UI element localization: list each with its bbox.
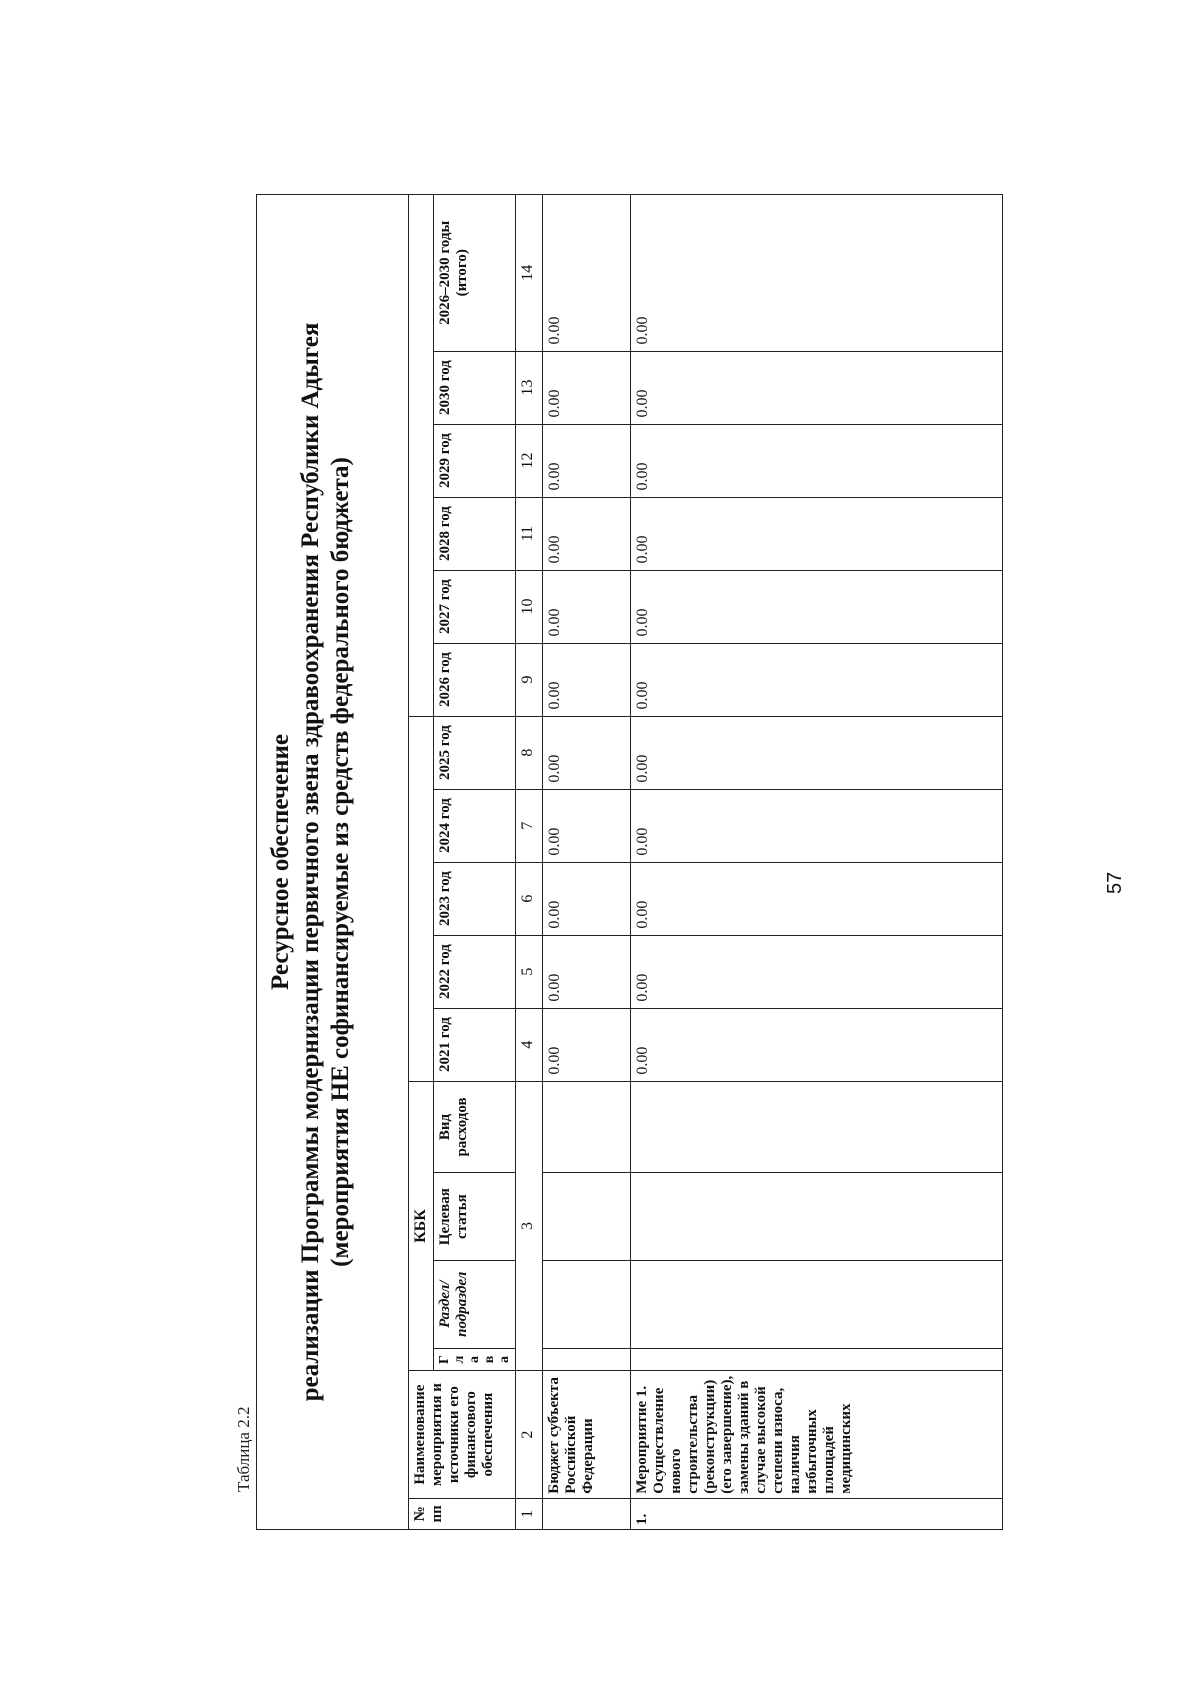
empty-cell (631, 1348, 1003, 1371)
title-line-2: реализации Программы модернизации первичного звена здравоохранения Республики Адыгея (297, 322, 324, 1402)
row-name: Бюджет субъекта Российской Федерации (543, 1371, 631, 1498)
empty-cell (543, 1081, 631, 1173)
col-number: 10 (516, 570, 543, 643)
empty-cell (543, 1260, 631, 1348)
row-no: 1. (631, 1498, 1003, 1529)
header-name: Наименование мероприятия и источники его финансового обеспечения (409, 1371, 516, 1498)
col-number: 6 (516, 862, 543, 935)
header-year-2024: 2024 год (434, 789, 516, 862)
value-cell: 0.00 (631, 424, 1003, 497)
value-cell: 0.00 (631, 1008, 1003, 1081)
empty-cell (543, 1173, 631, 1261)
header-year-2028: 2028 год (434, 497, 516, 570)
resource-table (408, 194, 1003, 1530)
col-number: 7 (516, 789, 543, 862)
title-line-1: Ресурсное обеспечение (267, 734, 294, 991)
value-cell: 0.00 (543, 643, 631, 716)
header-glava: Глава (434, 1348, 516, 1371)
header-years-group-a (409, 716, 434, 1081)
page-number: 57 (1104, 871, 1126, 894)
value-cell: 0.00 (543, 570, 631, 643)
header-row-2 (434, 195, 516, 1530)
col-number: 3 (516, 1081, 543, 1371)
header-row-1 (409, 195, 434, 1530)
header-statya: Целевая статья (434, 1173, 516, 1261)
col-number: 13 (516, 351, 543, 424)
value-cell: 0.00 (631, 497, 1003, 570)
value-cell: 0.00 (543, 424, 631, 497)
value-cell: 0.00 (631, 195, 1003, 352)
header-year-2026: 2026 год (434, 643, 516, 716)
value-cell: 0.00 (543, 351, 631, 424)
header-year-2027: 2027 год (434, 570, 516, 643)
header-year-2021: 2021 год (434, 1008, 516, 1081)
table-row (543, 195, 631, 1530)
value-cell: 0.00 (631, 570, 1003, 643)
header-year-2022: 2022 год (434, 935, 516, 1008)
col-number: 1 (516, 1498, 543, 1529)
col-number: 11 (516, 497, 543, 570)
header-vid: Вид расходов (434, 1081, 516, 1173)
value-cell: 0.00 (631, 351, 1003, 424)
value-cell: 0.00 (631, 862, 1003, 935)
header-year-2023: 2023 год (434, 862, 516, 935)
header-years-total: 2026–2030 годы (итого) (434, 195, 516, 352)
col-number: 9 (516, 643, 543, 716)
table-label: Таблица 2.2 (234, 1406, 253, 1492)
row-no (543, 1498, 631, 1529)
value-cell: 0.00 (543, 935, 631, 1008)
col-number: 4 (516, 1008, 543, 1081)
column-number-row (516, 195, 543, 1530)
header-year-2025: 2025 год (434, 716, 516, 789)
value-cell: 0.00 (631, 789, 1003, 862)
value-cell: 0.00 (631, 643, 1003, 716)
header-years-group-b (409, 195, 434, 717)
header-kbk: КБК (409, 1081, 434, 1371)
empty-cell (631, 1260, 1003, 1348)
value-cell: 0.00 (631, 935, 1003, 1008)
header-razdel: Раздел/ подраздел (434, 1260, 516, 1348)
col-number: 5 (516, 935, 543, 1008)
col-number: 8 (516, 716, 543, 789)
value-cell: 0.00 (543, 1008, 631, 1081)
col-number: 2 (516, 1371, 543, 1498)
header-year-2029: 2029 год (434, 424, 516, 497)
value-cell: 0.00 (543, 789, 631, 862)
value-cell: 0.00 (543, 195, 631, 352)
value-cell: 0.00 (543, 716, 631, 789)
empty-cell (631, 1173, 1003, 1261)
col-number: 12 (516, 424, 543, 497)
value-cell: 0.00 (631, 716, 1003, 789)
header-no: № пп (409, 1498, 516, 1529)
value-cell: 0.00 (543, 497, 631, 570)
value-cell: 0.00 (543, 862, 631, 935)
title-line-3: (мероприятия НЕ софинансируемые из средств федерального бюджета) (327, 457, 354, 1267)
header-year-2030: 2030 год (434, 351, 516, 424)
table-title-block (256, 194, 410, 1530)
empty-cell (543, 1348, 631, 1371)
row-name: Мероприятие 1. Осуществление нового строительства (реконструкции) (его завершение), замены зданий в случае высокой степени износа, наличия избыточных площадей медицинских (631, 1371, 1003, 1498)
table-row (631, 195, 1003, 1530)
col-number: 14 (516, 195, 543, 352)
empty-cell (631, 1081, 1003, 1173)
